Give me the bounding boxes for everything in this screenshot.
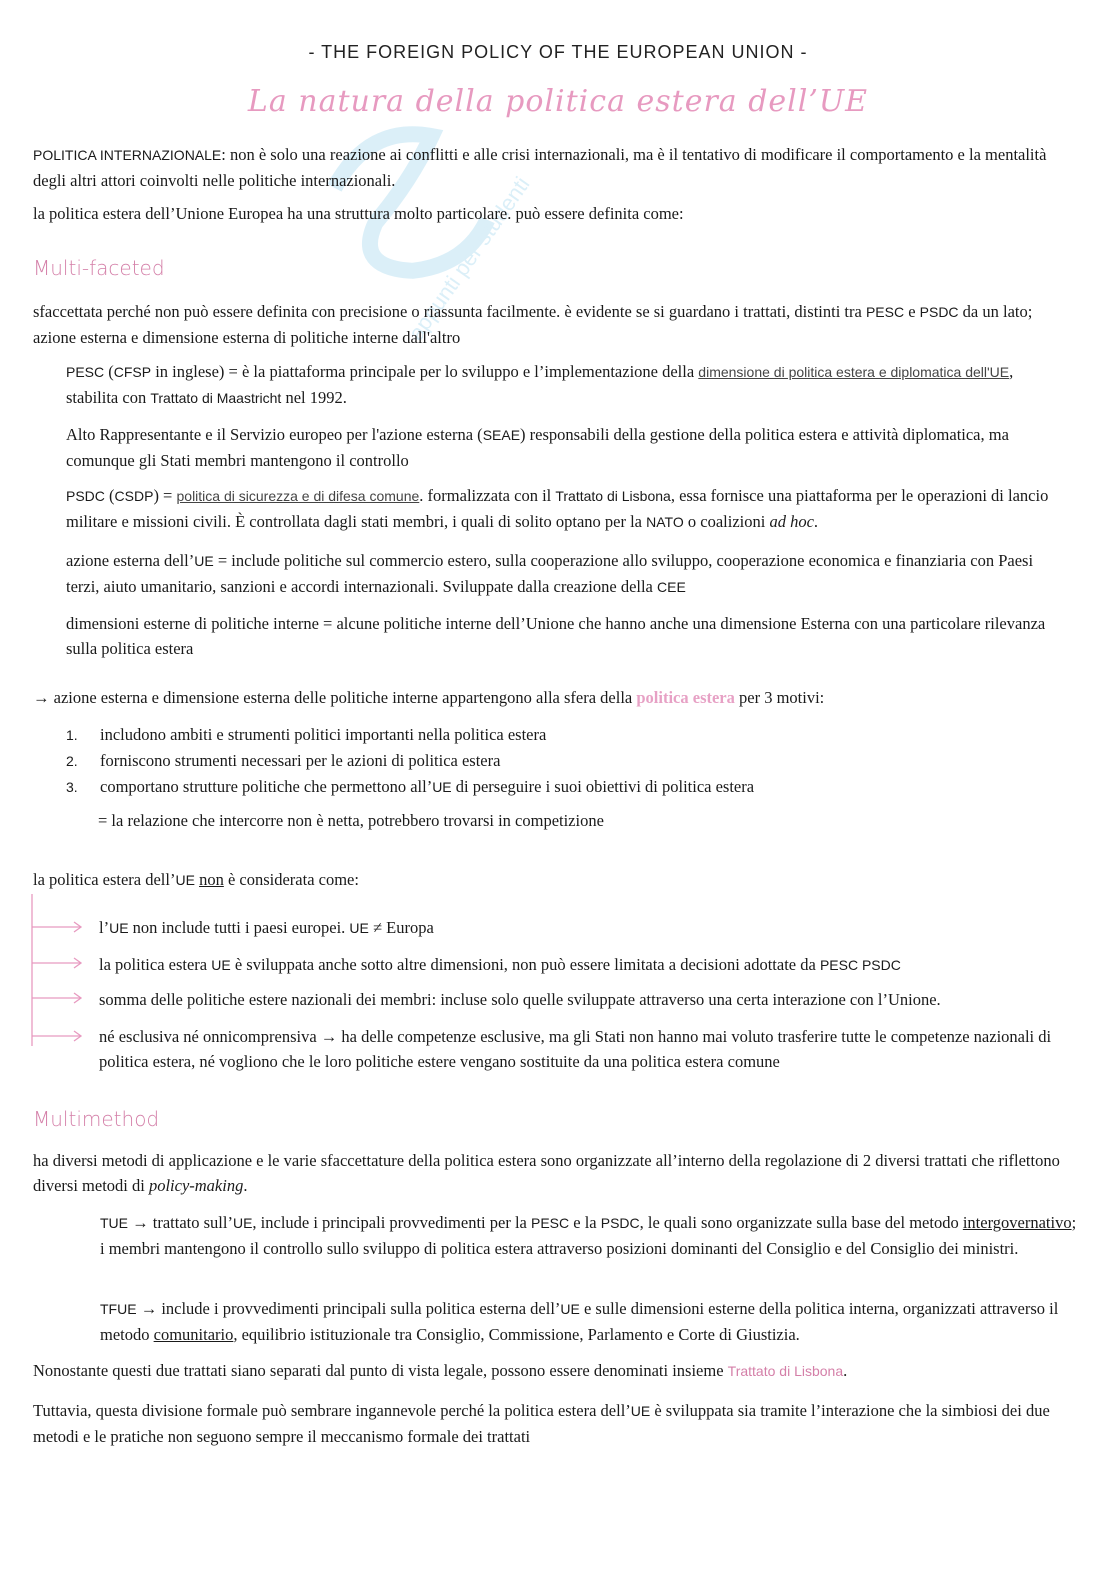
- bullet-arrows: [29, 892, 89, 1052]
- azione-paragraph: azione esterna dell’UE = include politiche sul commercio estero, sulla cooperazione allo sviluppo, cooperazione economica e finanziaria con Paesi terzi, aiuto umanitario, sanzioni e accordi internazionali. Sviluppate dalla creazione della CEE: [66, 551, 1034, 596]
- tfue-paragraph: TFUE → include i provvedimenti principali sulla politica esterna dell’UE e sulle dimensioni esterne della politica interna, organizzati attraverso il metodo comunitario, equilibrio istituzionale tra Consiglio, Commissione, Parlamento e Corte di Giustizia.: [100, 1299, 1059, 1344]
- section1-lead: sfaccettata perché non può essere definita con precisione o riassunta facilmente. è evidente se si guardano i trattati, distinti tra PESC e PSDC da un lato; azione esterna e dimensione esterna di politiche interne dall'altro: [33, 302, 1033, 347]
- bullet-item: la politica estera UE è sviluppata anche sotto altre dimensioni, non può essere limitata a decisioni adottate da PESC PSDC: [99, 955, 901, 974]
- list-item: 3. comportano strutture politiche che permettono all’UE di perseguire i suoi obiettivi di politica estera: [66, 777, 755, 796]
- psdc-definition-link[interactable]: politica di sicurezza e di difesa comune: [176, 488, 420, 504]
- alto-paragraph: Alto Rappresentante e il Servizio europeo per l'azione esterna (SEAE) responsabili della gestione della politica estera e attività diplomatica, ma comunque gli Stati membri mantengono il controllo: [66, 425, 1009, 470]
- tue-paragraph: TUE → trattato sull’UE, include i principali provvedimenti per la PESC e la PSDC, le quali sono organizzate sulla base del metodo intergovernativo; i membri mantengono il controllo sullo sviluppo di politica estera attraverso posizioni dominanti del Consiglio e del Consiglio dei ministri.: [100, 1213, 1077, 1258]
- nonostante-paragraph: Nonostante questi due trattati siano separati dal punto di vista legale, possono essere denominati insieme Trattato di Lisbona.: [33, 1361, 848, 1380]
- pesc-definition-link[interactable]: dimensione di politica estera e diplomatica dell'UE: [698, 364, 1010, 380]
- section2-lead: ha diversi metodi di applicazione e le varie sfaccettature della politica estera sono organizzate all’interno della regolazione di 2 diversi trattati che riflettono diversi metodi di policy-making.: [33, 1151, 1060, 1195]
- psdc-paragraph: PSDC (CSDP) = politica di sicurezza e di difesa comune. formalizzata con il Trattato di Lisbona, essa fornisce una piattaforma per le operazioni di lancio militare e missioni civili. È controllata dagli stati membri, i quali di solito optano per la NATO o coalizioni ad hoc.: [66, 486, 1049, 531]
- relation-note: = la relazione che intercorre non è netta, potrebbero trovarsi in competizione: [98, 811, 604, 830]
- tuttavia-paragraph: Tuttavia, questa divisione formale può sembrare ingannevole perché la politica estera dell’UE è sviluppata sia tramite l’interazione che la simbiosi dei due metodi e le pratiche non seguono sempre il meccanismo formale dei trattati: [33, 1401, 1050, 1446]
- section-heading-multifaceted: Multi-faceted: [33, 256, 165, 280]
- non-considerata: la politica estera dell’UE non è considerata come:: [33, 870, 359, 889]
- page-title: La natura della politica estera dell’UE: [247, 84, 869, 119]
- motivi-list: [66, 722, 754, 800]
- bullet-item: né esclusiva né onnicomprensiva → ha delle competenze esclusive, ma gli Stati non hanno mai voluto trasferire tutte le competenze nazionali di politica estera, né vogliono che le loro politiche estere vengano sostituite da una politica estera comune: [99, 1027, 1052, 1071]
- intro-paragraph: POLITICA INTERNAZIONALE: non è solo una reazione ai conflitti e alle crisi internazionali, ma è il tentativo di modificare il comportamento e la mentalità degli altri attori coinvolti nelle politiche internazionali.: [33, 145, 1047, 190]
- motivi-paragraph: → azione esterna e dimensione esterna delle politiche interne appartengono alla sfera della politica estera per 3 motivi:: [33, 688, 825, 707]
- list-item: 2. forniscono strumenti necessari per le azioni di politica estera: [66, 751, 501, 770]
- intro-line2: la politica estera dell’Unione Europea ha una struttura molto particolare. può essere definita come:: [33, 204, 684, 223]
- bullet-item: somma delle politiche estere nazionali dei membri: incluse solo quelle sviluppate attraverso una certa interazione con l’Unione.: [99, 990, 941, 1009]
- watermark-tagline: appunti per studenti: [403, 172, 535, 345]
- section-heading-multimethod: Multimethod: [33, 1107, 160, 1131]
- bullet-item: l’UE non include tutti i paesi europei. UE ≠ Europa: [99, 918, 434, 937]
- page-header: - THE FOREIGN POLICY OF THE EUROPEAN UNION -: [308, 42, 808, 62]
- dimensioni-paragraph: dimensioni esterne di politiche interne = alcune politiche interne dell’Unione che hanno anche una dimensione Esterna con una particolare rilevanza sulla politica estera: [66, 614, 1046, 658]
- list-item: 1. includono ambiti e strumenti politici importanti nella politica estera: [66, 725, 547, 744]
- pesc-paragraph: PESC (CFSP in inglese) = è la piattaforma principale per lo sviluppo e l’implementazione della dimensione di politica estera e diplomatica dell'UE, stabilita con Trattato di Maastricht nel 1992.: [66, 362, 1014, 407]
